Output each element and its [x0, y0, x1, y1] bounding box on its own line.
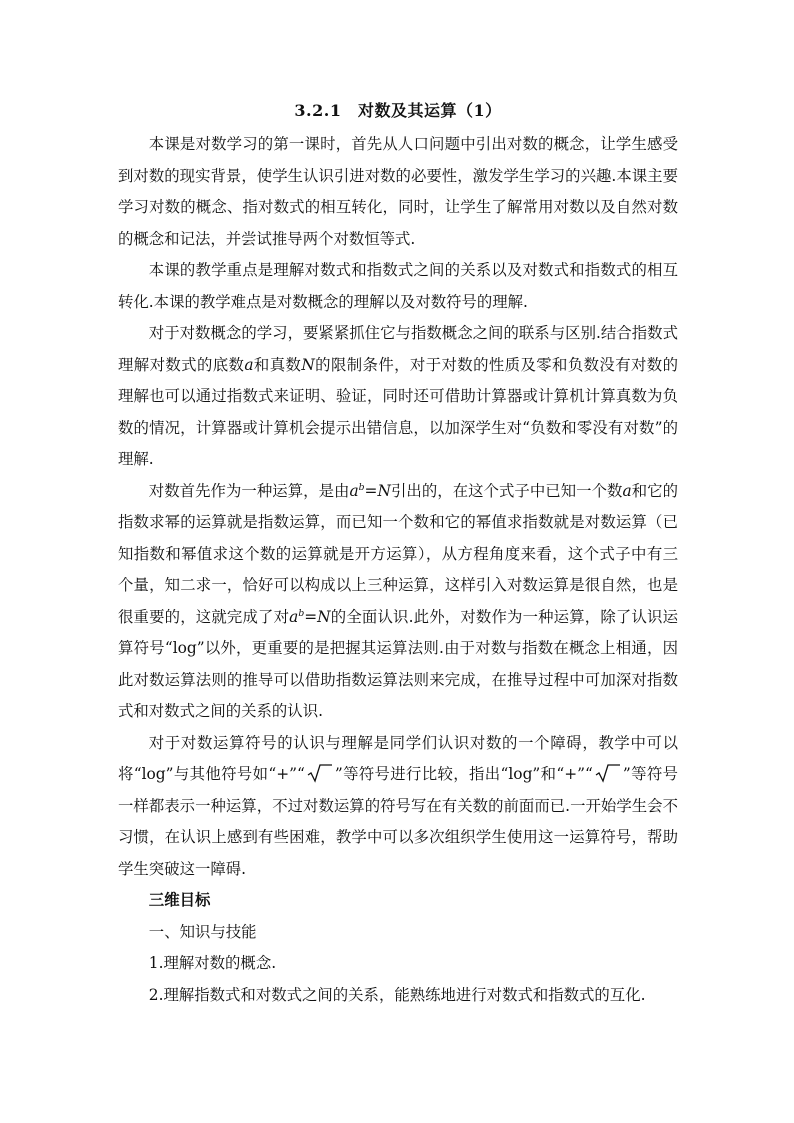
paragraph-key-points: 本课的教学重点是理解对数式和指数式之间的关系以及对数式和指数式的相互转化.本课的教学难点是对数概念的理解以及对数符号的理解.	[118, 261, 678, 311]
equation-N: N	[317, 607, 331, 626]
text-segment: ”等符号进行比较，指出“log”和“+”“	[334, 765, 593, 783]
document-page	[118, 97, 678, 1011]
list-item-1: 1.理解对数的概念.	[148, 954, 277, 972]
text-segment: 对于对数概念的学习，要紧紧抓住它与指数概念之间的联系与区别.结合指数式理解对数式的底数	[118, 324, 678, 374]
variable-a: a	[244, 355, 254, 374]
equation-base: a	[289, 607, 299, 626]
variable-a: a	[622, 481, 632, 500]
text-segment: 的全面认识.此外，对数作为一种运算，除了认识运算符号“log”以外，更重要的是把握其运算法则.由于对数与指数在概念上相通，因此对数运算法则的推导可以借助指数运算法则来完成，在推导过程中可加深对指数式和对数式之间的关系的认识.	[118, 607, 678, 720]
text-segment: 和真数	[253, 355, 302, 374]
paragraph-intro: 本课是对数学习的第一课时，首先从人口问题中引出对数的概念，让学生感受到对数的现实背景，使学生认识引进对数的必要性，激发学生学习的兴趣.本课主要学习对数的概念、指对数式的相互转化，同时，让学生了解常用对数以及自然对数的概念和记法，并尝试推导两个对数恒等式.	[118, 135, 678, 248]
paragraph-concept-learning	[118, 318, 678, 476]
equation-exponent: b	[358, 481, 365, 493]
square-root-icon	[307, 763, 333, 783]
paragraph-log-operation	[118, 476, 678, 728]
square-root-icon	[595, 763, 621, 783]
text-segment: 引出的，在这个式子中已知一个数	[390, 481, 623, 500]
equation-N: N	[377, 481, 391, 500]
text-segment: 的限制条件，对于对数的性质及零和负数没有对数的理解也可以通过指数式来证明、验证，同时还可借助计算器或计算机计算真数为负数的情况，计算器或计算机会提示出错信息，以加深学生对“负数和零没有对数”的理解.	[118, 355, 678, 468]
equation-base: a	[349, 481, 359, 500]
text-segment: ”等符号一样都表示一种运算，不过对数运算的符号写在有关数的前面而已.一开始学生会不习惯，在认识上感到有些困难，教学中可以多次组织学生使用这一运算符号，帮助学生突破这一障碍.	[118, 765, 678, 878]
paragraph-log-symbol	[118, 728, 678, 886]
equation-exponent: b	[298, 607, 305, 619]
page-title: 3.2.1 对数及其运算（1）	[294, 101, 502, 120]
sub-heading-knowledge-skills: 一、知识与技能	[148, 922, 257, 941]
text-segment: 对于对数运算符号的认识与理解是同学们认识对数的一个障碍，教学中可以将“log”与其他符号如“+”“	[118, 733, 678, 783]
section-heading-objectives: 三维目标	[148, 891, 211, 909]
text-segment: 对数首先作为一种运算，是由	[148, 481, 350, 500]
text-segment: 和它的指数求幂的运算就是指数运算，而已知一个数和它的幂值求指数就是对数运算（已知指数和幂值求这个数的运算就是开方运算），从方程角度来看，这个式子中有三个量，知二求一，恰好可以构成以上三种运算，这样引入对数运算是很自然，也是很重要的，这就完成了对	[118, 481, 678, 626]
list-item-2: 2.理解指数式和对数式之间的关系，能熟练地进行对数式和指数式的互化.	[148, 985, 646, 1004]
equation-equals: =	[304, 607, 318, 626]
equation-equals: =	[364, 481, 378, 500]
variable-N: N	[301, 355, 315, 374]
